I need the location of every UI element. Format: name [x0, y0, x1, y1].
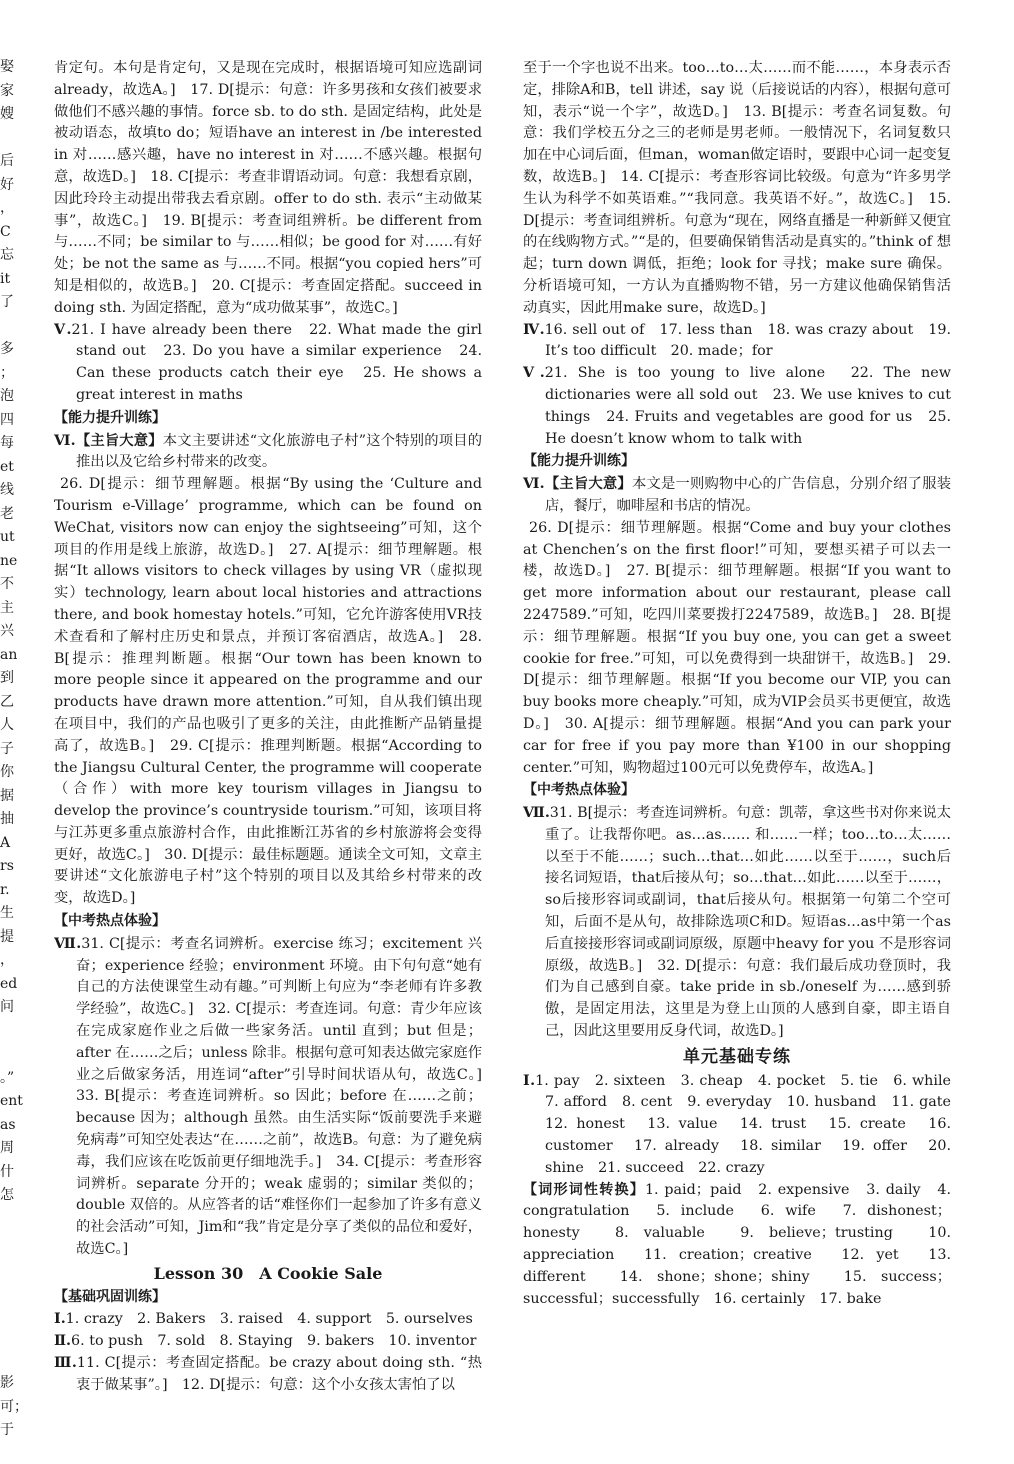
- margin-fragment: [0, 1020, 20, 1044]
- margin-fragment: an: [0, 646, 18, 663]
- margin-fragment: [0, 1255, 20, 1279]
- margin-fragment: [0, 1278, 20, 1302]
- section-vii: [54, 934, 497, 1261]
- section-vii: [523, 803, 951, 1043]
- section-iv-answers: 16. sell out of 17. less than 18. was crazy about 19. It’s too difficult 20. made；for: [544, 321, 952, 360]
- section-i-answers: 1. crazy 2. Bakers 3. raised 4. support 5. ourselves: [65, 1311, 473, 1328]
- margin-fragment: 四: [0, 411, 14, 428]
- margin-fragment: ed: [0, 975, 18, 992]
- section-i: [54, 1309, 482, 1331]
- unit-title: 单元基础专练: [683, 1046, 791, 1067]
- roman-numeral: Ⅰ.: [54, 1311, 66, 1328]
- margin-fragment: C: [0, 223, 11, 240]
- section-heading-exam: 【中考热点体验】: [54, 913, 166, 930]
- section-v: [523, 363, 951, 450]
- margin-fragment: 忘: [0, 247, 14, 263]
- margin-fragment: 怎: [0, 1187, 14, 1203]
- margin-fragment: 泡: [0, 388, 14, 404]
- section-vii-answers: 31. C[提示：考查名词辨析。exercise 练习；excitement 兴奋；experience 经验；environment 环境。由下句句意“她有自己的方法使课堂生动有趣。”可判断上句应为“李老师有许多教学经验”，故选C。] 32. C[提示：考查连词。句意：青少年应该在完成家庭作业之后做一些家务活。until 直到；but 但是；after 在……之后；unless 除非。根据句意可知表达做完家庭作业之后做家务活，用连词“after”引导时间状语从句，故选C。] 33. B[提示：考查连词辨析。so 因此；before 在……之前；because 因为；although 虽然。由生活实际“饭前要洗手来避免病毒”可知空处表达“在……之前”，故选B。句意：为了避免病毒，我们应该在吃饭前更仔细地洗手。] 34. C[提示：考查形容词辨析。separate 分开的；weak 虚弱的；similar 类似的；double 双倍的。从应答者的话“难怪你们一起参加了许多有意义的社会活动”可知，Jim和“我”肯定是分享了类似的品位和爱好，故选C。]: [76, 935, 497, 1258]
- roman-numeral: Ⅴ.: [54, 321, 72, 338]
- margin-fragment: 到: [0, 670, 14, 686]
- margin-fragment: [0, 1043, 20, 1067]
- section-v-answers: 21. I have already been there 22. What made the girl stand out 23. Do you have a similar experience 24. Can these products catch their eye 25. He shows a great interest in maths: [71, 321, 482, 403]
- margin-fragment: 嫂: [0, 106, 14, 122]
- section-heading-ability: 【能力提升训练】: [523, 453, 635, 470]
- section-i: [523, 1071, 966, 1180]
- margin-fragment: [0, 315, 20, 339]
- margin-fragment: ，: [0, 200, 14, 216]
- word-transform: [523, 1180, 951, 1311]
- lesson-title: Lesson 30 A Cookie Sale: [153, 1263, 383, 1283]
- margin-fragment: 好: [0, 176, 14, 193]
- margin-fragment: 于: [0, 1422, 14, 1438]
- section-v: [54, 320, 482, 407]
- theme-label: 【主旨大意】: [544, 476, 632, 493]
- roman-numeral: Ⅱ.: [54, 1333, 72, 1350]
- left-margin-fragments: [0, 56, 28, 1443]
- right-column: [523, 58, 966, 1310]
- theme-text: 本文主要讲述“文化旅游电子村”这个特别的项目的推出以及它给乡村带来的改变。: [76, 432, 483, 471]
- margin-fragment: 周: [0, 1140, 14, 1156]
- margin-fragment: 了: [0, 294, 14, 310]
- margin-fragment: 后: [0, 153, 14, 169]
- section-vii-answers: 31. B[提示：考查连词辨析。句意：凯蒂，拿这些书对你来说太重了。让我帮你吧。as…as…… 和……一样；too…to…太……以至于不能……；such…that…如此……以至于……，such后接名词短语，that后接从句；so…that…如此……以至于……，so后接形容词或副词，that后接从句。根据第一句第二个空可知，后面不是从句，故排除选项C和D。短语as…as中第一个as后直接接形容词或副词原级，原题中heavy for you 不是形容词原级，故选B。] 32. D[提示：句意：我们最后成功登顶时，我们为自己感到自豪。take pride in sb./oneself 为……感到骄傲，是固定用法，这里是为登上山顶的人感到自豪，即主语自己，因此这里要用反身代词，故选D。]: [545, 805, 951, 1040]
- margin-fragment: ；: [0, 364, 14, 381]
- margin-fragment: as: [0, 1116, 16, 1133]
- margin-fragment: 子: [0, 740, 14, 757]
- roman-numeral: Ⅶ.: [523, 805, 550, 822]
- answer-block-12-15: 至于一个字也说不出来。too…to…太……而不能……，本身表示否定，排除A和B，tell 讲述，say 说（后接说话的内容），根据句意可知，表示“说一个字”，故选D。] 13. B[提示：考查名词复数。句意：我们学校五分之三的老师是男老师。一般情况下，名词复数只加在中心词后面，但man，woman做定语时，要跟中心词一起变复数，故选B。] 14. C[提示：考查形容词比较级。句意为“许多男学生认为科学不如英语难。”“我同意。我英语不好。”，故选C。] 15. D[提示：考查词组辨析。句意为“现在，网络直播是一种新鲜又便宜的在线购物方式。”“是的，但要确保销售活动是真实的。”think of 想起；turn down 调低，拒绝；look for 寻找；make sure 确保。分析语境可知，一方认为直播购物不错，另一方建议他确保销售活动真实，因此用make sure，故选D。]: [523, 60, 951, 316]
- margin-fragment: 线: [0, 482, 14, 498]
- margin-fragment: 生: [0, 905, 14, 921]
- roman-numeral: Ⅴ.: [523, 365, 545, 382]
- margin-fragment: 可；: [0, 1398, 28, 1415]
- margin-fragment: ent: [0, 1093, 23, 1109]
- margin-fragment: 老: [0, 505, 14, 522]
- section-heading-exam: 【中考热点体验】: [523, 782, 635, 799]
- margin-fragment: et: [0, 458, 14, 475]
- margin-fragment: 提: [0, 928, 14, 945]
- margin-fragment: rs: [0, 858, 14, 874]
- margin-fragment: 多: [0, 341, 14, 357]
- margin-fragment: 你: [0, 764, 14, 780]
- margin-fragment: [0, 1349, 20, 1373]
- roman-numeral: Ⅶ.: [54, 935, 82, 952]
- margin-fragment: [0, 1208, 20, 1232]
- answer-block-26-30: 26. D[提示：细节理解题。根据“By using the ‘Culture and Tourism e-Village’ programme, which can be found on WeChat, visitors now can enjoy the sightseeing”可知，这个项目的作用是线上旅游，故选D。] 27. A[提示：细节理解题。根据“It allows visitors to check villages by using VR（虚拟现实）technology, learn about local histories and attractions there, and book homestay hotels.”可知，它允许游客使用VR技术查看和了解村庄历史和景点，并预订客宿酒店，故选A。] 28. B[提示：推理判断题。根据“Our town has been known to more people since it appeared on the programme and our products have drawn more attention.”可知，自从我们镇出现在项目中，我们的产品也吸引了更多的关注，由此推断产品销量提高了，故选B。] 29. C[提示：推理判断题。根据“According to the Jiangsu Cultural Center, the programme will cooperate（合作）with more key tourism villages in Jiangsu to develop the province’s countryside tourism.”可知，该项目将与江苏更多重点旅游村合作，由此推断江苏省的乡村旅游将会变得更好，故选C。] 30. D[提示：最佳标题题。通读全文可知，文章主要讲述“文化旅游电子村”这个特别的项目以及其给乡村带来的改变，故选D。]: [54, 476, 482, 907]
- margin-fragment: 兴: [0, 623, 14, 639]
- margin-fragment: 每: [0, 435, 14, 451]
- margin-fragment: ne: [0, 552, 18, 569]
- margin-fragment: 什: [0, 1163, 14, 1180]
- margin-fragment: it: [0, 270, 11, 287]
- answer-block-17-20: 肯定句。本句是肯定句，又是现在完成时，根据语境可知应选副词already，故选A。] 17. D[提示：句意：许多男孩和女孩们被要求做他们不感兴趣的事情。force sb. to do sth. 是固定结构，此处是被动语态，故填to do；短语have an interest in /be interested in 对……感兴趣，have no interest in 对……不感兴趣。根据句意，故选D。] 18. C[提示：考查非谓语动词。句意：我想看京剧，因此玲玲主动提出带我去看京剧。offer to do sth. 表示“主动做某事”，故选C。] 19. B[提示：考查词组辨析。be different from 与……不同；be similar to 与……相似；be good for 对……有好处；be not the same as 与……不同。根据“you copied hers”可知是相似的，故选B。] 20. C[提示：考查固定搭配。succeed in doing sth. 为固定搭配，意为“成功做某事”，故选C。]: [54, 60, 482, 316]
- margin-fragment: [0, 127, 20, 151]
- margin-fragment: ut: [0, 529, 15, 545]
- section-heading-word-transform: 【词形词性转换】: [523, 1181, 645, 1198]
- section-heading-basic: 【基础巩固训练】: [54, 1288, 166, 1305]
- margin-fragment: [0, 1231, 20, 1255]
- margin-fragment: A: [0, 834, 11, 851]
- section-ii: [54, 1331, 482, 1353]
- word-transform-answers: 1. paid；paid 2. expensive 3. daily 4. congratulation 5. include 6. wife 7. dishonest；honesty 8. valuable 9. believe；trusting 10. appreciation 11. creation；creative 12. yet 13. different 14. shone；shone；shiny 15. success；successful；successfully 16. certainly 17. bake: [523, 1181, 952, 1307]
- section-ii-answers: 6. to push 7. sold 8. Staying 9. bakers 10. inventor: [71, 1333, 477, 1350]
- roman-numeral: Ⅵ.: [54, 432, 76, 449]
- margin-fragment: [0, 1325, 20, 1349]
- margin-fragment: 娶: [0, 59, 14, 75]
- margin-fragment: 影: [0, 1375, 14, 1391]
- margin-fragment: 人: [0, 717, 14, 733]
- section-iv: [523, 320, 951, 364]
- section-vi-summary: [523, 474, 951, 518]
- roman-numeral: Ⅰ.: [523, 1072, 536, 1089]
- section-iii: [54, 1353, 482, 1397]
- roman-numeral: Ⅲ.: [54, 1355, 77, 1372]
- answer-block-26-30: 26. D[提示：细节理解题。根据“Come and buy your clothes at Chenchen’s on the first floor!”可知，要想买裙子可以去一楼，故选D。] 27. B[提示：细节理解题。根据“If you want to get more information about our restaurant, please call 2247589.”可知，吃四川菜要拨打2247589，故选B。] 28. B[提示：细节理解题。根据“If you buy one, you can get a sweet cookie for free.”可知，可以免费得到一块甜饼干，故选B。] 29. D[提示：细节理解题。根据“If you become our VIP, you can buy books more cheaply.”可知，成为VIP会员买书更便宜，故选D。] 30. A[提示：细节理解题。根据“And you can park your car for free if you pay more than ¥100 in our shopping center.”可知，购物超过100元可以免费停车，故选A。]: [523, 519, 951, 776]
- margin-fragment: ，: [0, 952, 14, 968]
- roman-numeral: Ⅳ.: [523, 321, 545, 338]
- theme-label: 【主旨大意】: [75, 432, 163, 449]
- margin-fragment: 乙: [0, 693, 14, 710]
- margin-fragment: 。”: [0, 1069, 15, 1086]
- margin-fragment: [0, 1302, 20, 1326]
- margin-fragment: 主: [0, 599, 14, 616]
- theme-text: 本文是一则购物中心的广告信息，分别介绍了服装店，餐厅，咖啡屋和书店的情况。: [545, 476, 952, 514]
- margin-fragment: 抽: [0, 811, 14, 827]
- margin-fragment: r.: [0, 881, 10, 898]
- section-v-answers: 21. She is too young to live alone 22. The new dictionaries were all sold out 23. We use knives to cut things 24. Fruits and vegetables are good for us 25. He doesn’t know whom to talk with: [544, 365, 951, 447]
- left-column: [54, 58, 497, 1397]
- section-iii-answers: 11. C[提示：考查固定搭配。be crazy about doing sth. “热衷于做某事”。] 12. D[提示：句意：这个小女孩太害怕了以: [76, 1355, 482, 1393]
- roman-numeral: Ⅵ.: [523, 476, 545, 493]
- margin-fragment: 据: [0, 787, 14, 804]
- section-i-answers: 1. pay 2. sixteen 3. cheap 4. pocket 5. tie 6. while 7. afford 8. cent 9. everyday 10. husband 11. gate 12. honest 13. value 14. trust 15. create 16. customer 17. already 18. similar 19. offer 20. shine 21. succeed 22. crazy: [535, 1072, 966, 1176]
- section-vi-summary: [54, 431, 482, 475]
- margin-fragment: 家: [0, 82, 14, 99]
- margin-fragment: 不: [0, 576, 14, 592]
- section-heading-ability: 【能力提升训练】: [54, 409, 166, 426]
- margin-fragment: 问: [0, 999, 14, 1015]
